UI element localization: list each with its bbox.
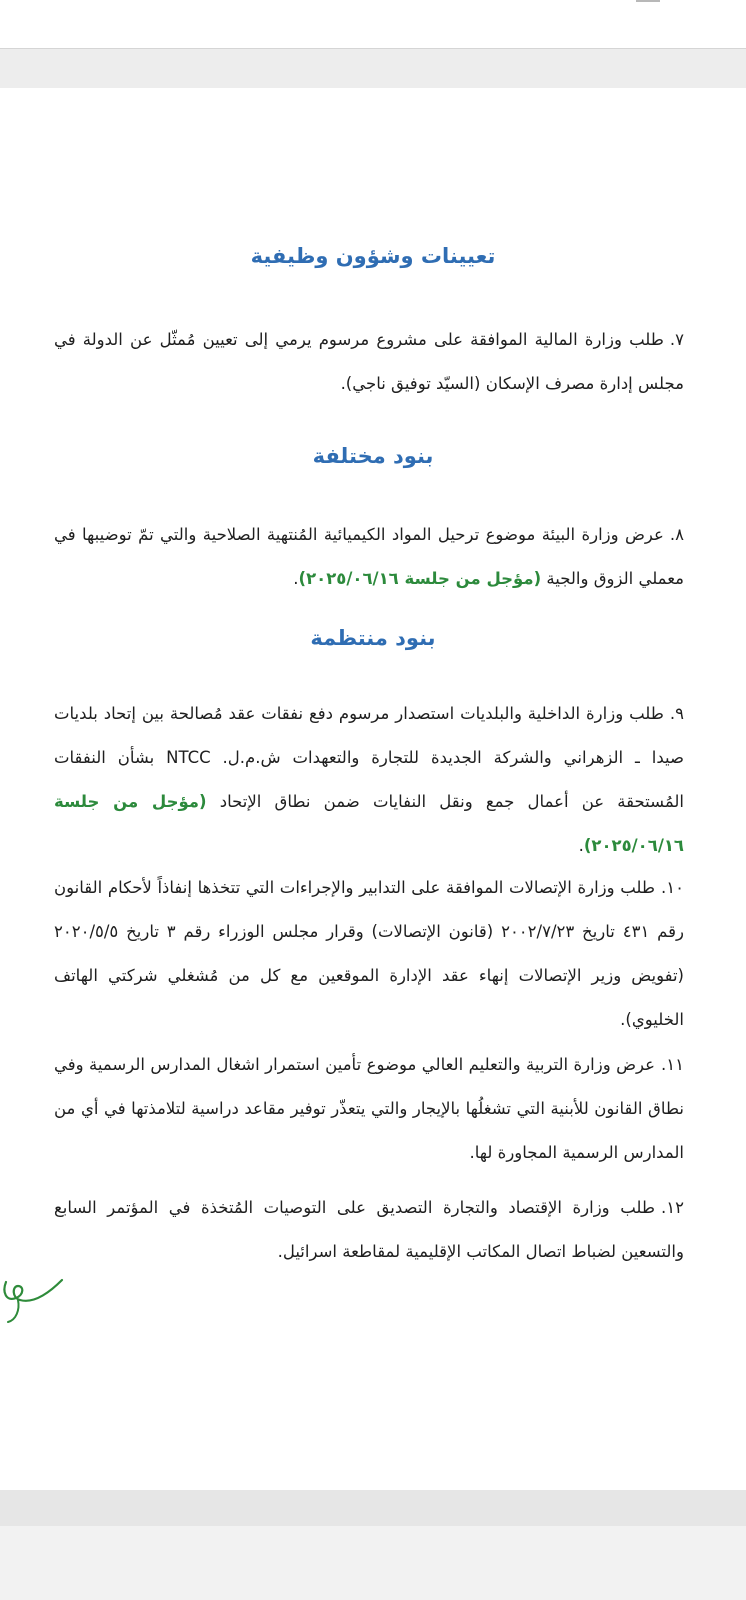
item-tail: .	[293, 569, 299, 588]
item-number: ٨.	[669, 525, 684, 544]
item-tail: .	[578, 836, 584, 855]
item-number: ٩.	[669, 704, 684, 723]
agenda-item-9	[54, 692, 684, 868]
agenda-item-10	[54, 866, 684, 1042]
agenda-item-12	[54, 1186, 684, 1274]
section-heading-regular: بنود منتظمة	[310, 626, 436, 650]
handwritten-signature	[0, 1268, 80, 1338]
section-heading-appointments: تعيينات وشؤون وظيفية	[250, 244, 496, 268]
next-page-edge	[0, 1490, 746, 1526]
item-number: ١٢.	[661, 1198, 684, 1217]
previous-page-edge	[0, 0, 746, 49]
item-text: طلب وزارة الداخلية والبلديات استصدار مرسوم دفع نفقات عقد مُصالحة بين إتحاد بلديات صيدا ـ الزهراني والشركة الجديدة للتجارة والتعهدات ش.م.ل. NTCC بشأن النفقات المُستحقة عن أعمال جمع ونقل النفايات ضمن نطاق الإتحاد	[54, 704, 684, 811]
section-heading-misc: بنود مختلفة	[312, 444, 434, 468]
agenda-item-7	[54, 318, 684, 406]
item-text: طلب وزارة الإقتصاد والتجارة التصديق على التوصيات المُتخذة في المؤتمر السابع والتسعين لضباط اتصال المكاتب الإقليمية لمقاطعة اسرائيل.	[54, 1198, 684, 1261]
item-number: ٧.	[669, 330, 684, 349]
page-edge-mark	[636, 0, 660, 4]
agenda-item-11	[54, 1043, 684, 1175]
agenda-item-8	[54, 513, 684, 601]
item-number: ١٠.	[661, 878, 684, 897]
deferred-note: (مؤجل من جلسة ٢٠٢٥/٠٦/١٦)	[298, 569, 542, 588]
deferred-note: (مؤجل من جلسة ٢٠٢٥/٠٦/١٦)	[54, 792, 684, 855]
item-text: طلب وزارة المالية الموافقة على مشروع مرسوم يرمي إلى تعيين مُمثّل عن الدولة في مجلس إدارة مصرف الإسكان (السيّد توفيق ناجي).	[54, 330, 684, 393]
item-text: عرض وزارة التربية والتعليم العالي موضوع تأمين استمرار اشغال المدارس الرسمية وفي نطاق القانون للأبنية التي تشغلُها بالإيجار والتي يتعذّر توفير مقاعد دراسية لتلامذتها في أي من المدارس الرسمية المجاورة لها.	[54, 1055, 684, 1162]
item-number: ١١.	[661, 1055, 684, 1074]
item-text: طلب وزارة الإتصالات الموافقة على التدابير والإجراءات التي تتخذها إنفاذاً لأحكام القانون رقم ٤٣١ تاريخ ٢٠٠٢/٧/٢٣ (قانون الإتصالات) وقرار مجلس الوزراء رقم ٣ تاريخ ٢٠٢٠/٥/٥ (تفويض وزير الإتصالات إنهاء عقد الإدارة الموقعين مع كل من مُشغلي شركتي الهاتف الخليوي).	[54, 878, 684, 1029]
item-text: عرض وزارة البيئة موضوع ترحيل المواد الكيميائية المُنتهية الصلاحية والتي تمّ توضيبها في معملي الزوق والجية	[54, 525, 684, 588]
